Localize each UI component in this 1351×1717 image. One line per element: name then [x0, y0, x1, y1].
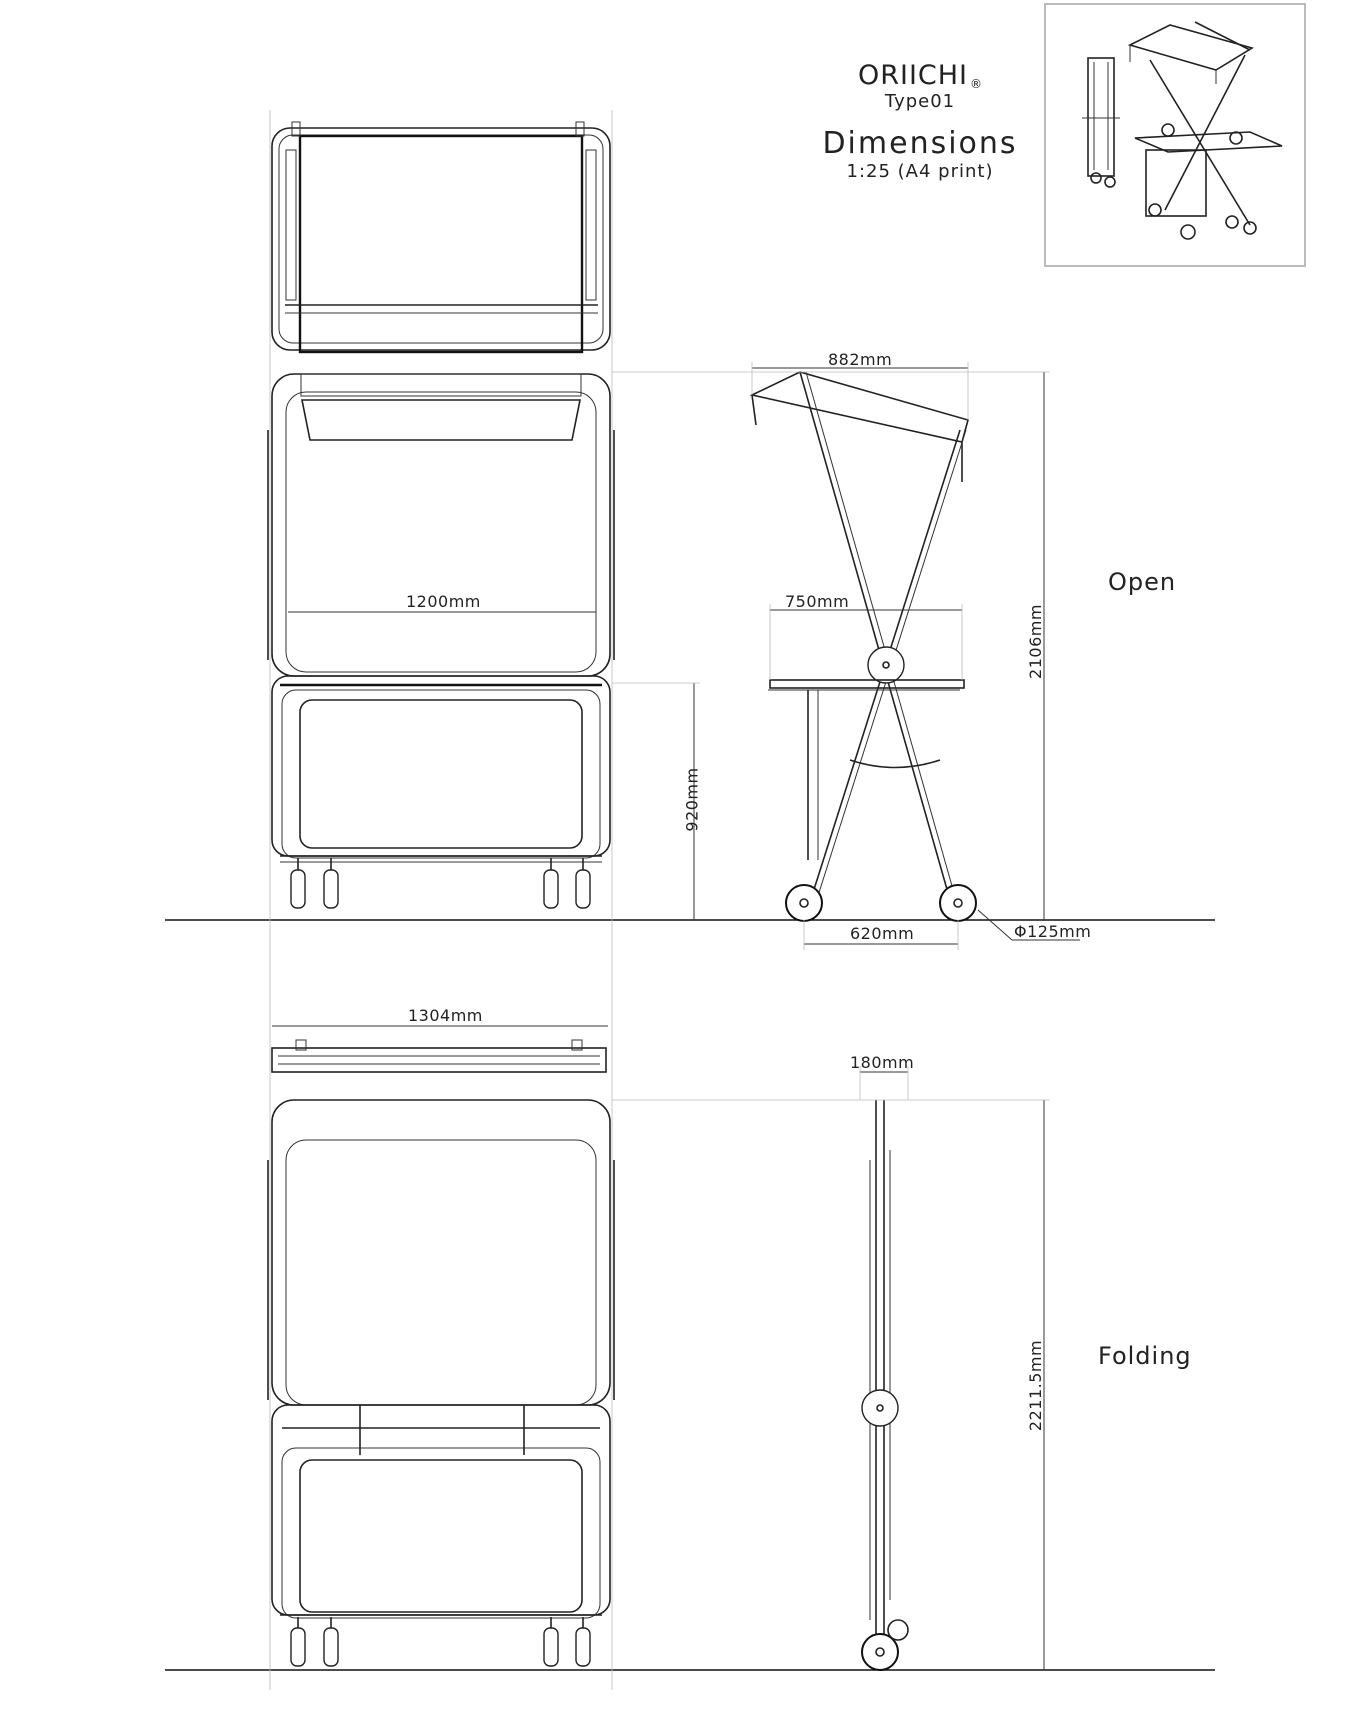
- brand-name: [760, 60, 1080, 91]
- title-block: [760, 60, 1080, 182]
- open-front-view: [268, 374, 614, 908]
- dim-folded-depth: 180mm: [850, 1053, 915, 1072]
- dim-open-wheelbase: 620mm: [850, 924, 915, 943]
- dim-folded-width: 1304mm: [408, 1006, 483, 1025]
- scale-note: 1:25 (A4 print): [846, 161, 994, 183]
- model-name: Type01: [884, 91, 956, 113]
- dim-open-counter-height: 920mm: [682, 767, 702, 832]
- dim-folded-height: 2211.5mm: [1026, 1339, 1046, 1432]
- dim-open-table-depth: 750mm: [785, 592, 850, 611]
- folding-front-casters: [291, 1617, 590, 1666]
- folding-side-view: [862, 1100, 908, 1670]
- open-side-view: [752, 372, 976, 921]
- registered-mark: ®: [970, 77, 983, 92]
- dim-open-depth: 882mm: [828, 350, 893, 369]
- folding-front-view: [268, 1100, 614, 1666]
- folding-top-view: [272, 1040, 606, 1072]
- folding-state-label: Folding: [1098, 1342, 1192, 1370]
- perspective-thumbnail: [1045, 4, 1305, 266]
- open-state-label: Open: [1108, 568, 1177, 596]
- front-casters: [291, 858, 590, 908]
- dim-wheel-diameter: Φ125mm: [1014, 922, 1092, 941]
- dim-open-height: 2106mm: [1025, 604, 1045, 679]
- brand-text: ORIICHI: [857, 60, 969, 91]
- open-top-view: [272, 122, 610, 352]
- page-title: Dimensions: [822, 126, 1018, 162]
- dim-open-inner-width: 1200mm: [406, 592, 481, 611]
